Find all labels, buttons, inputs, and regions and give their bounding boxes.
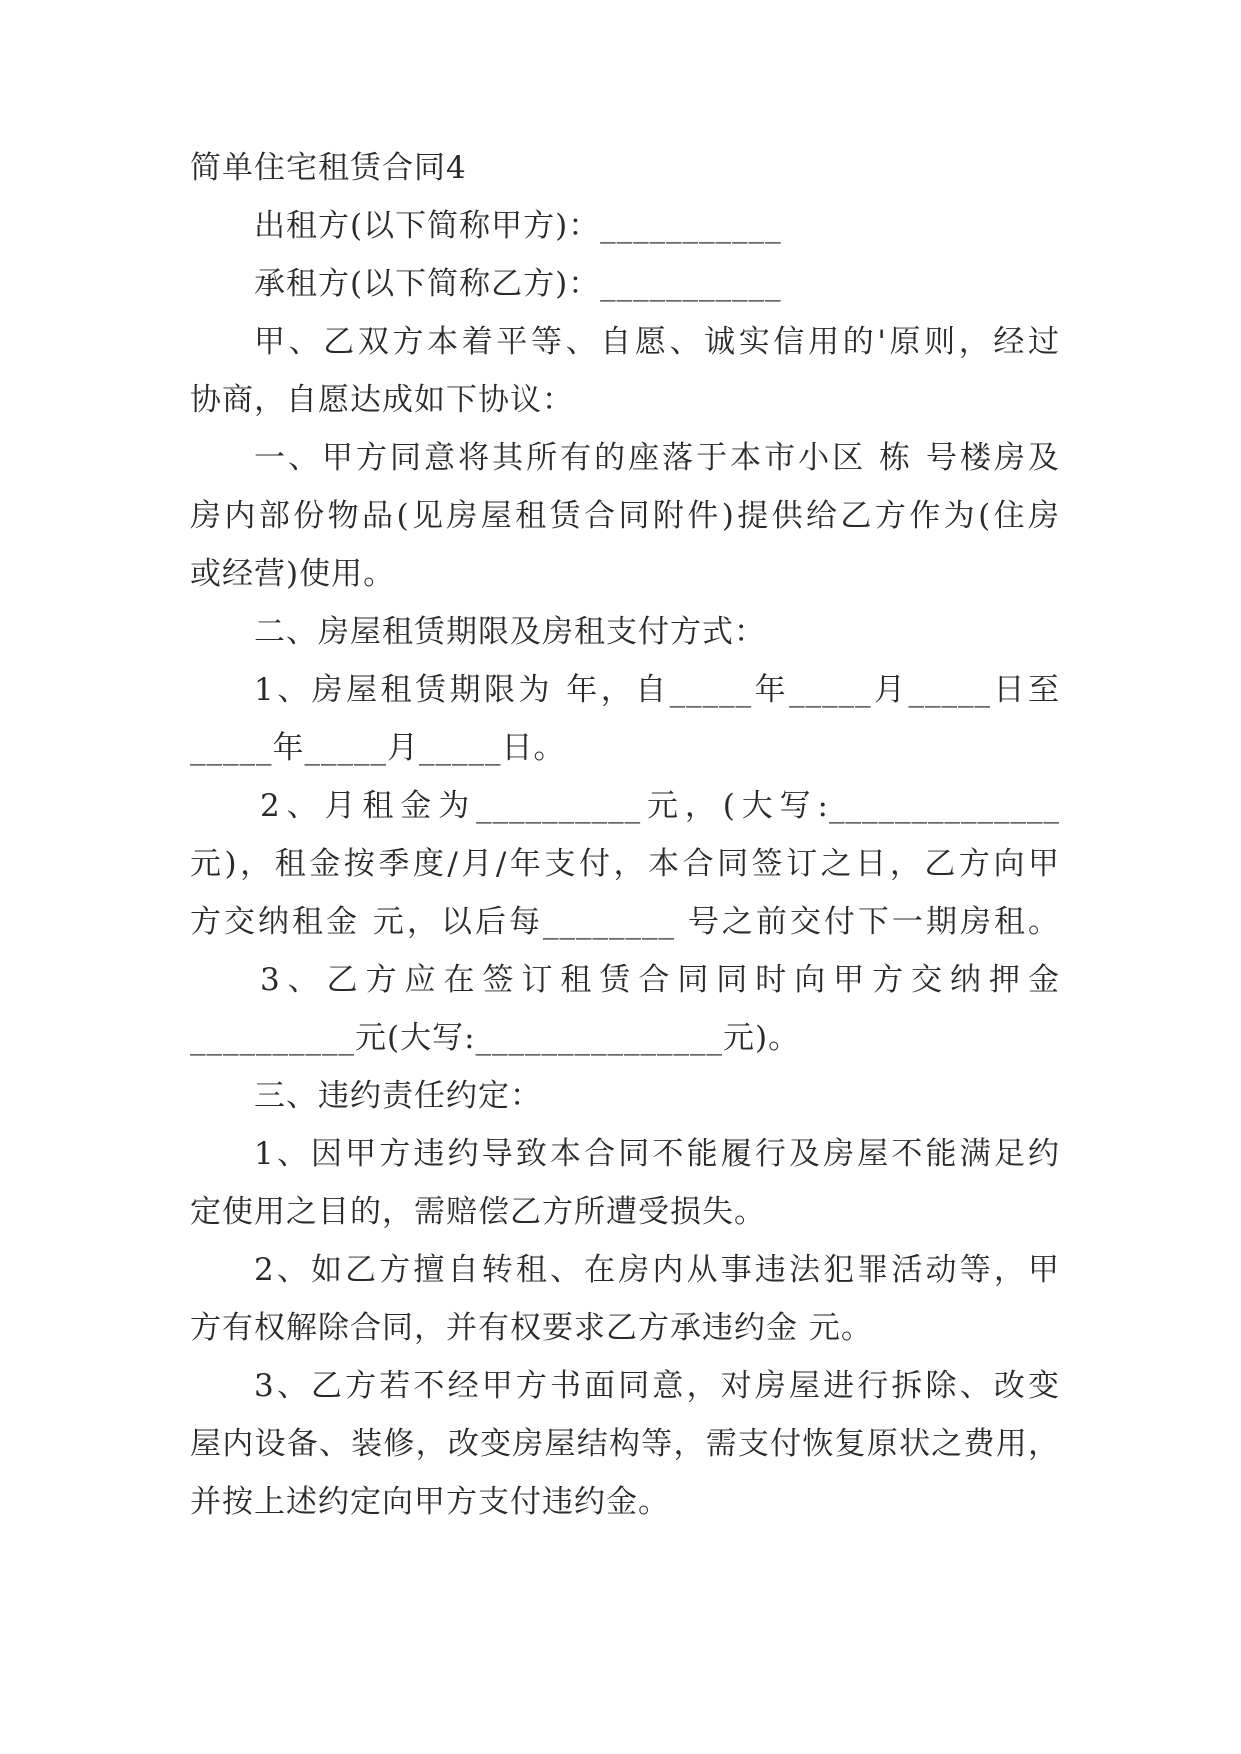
paragraph-line: 3、乙方应在签订租赁合同同时向甲方交纳押金 bbox=[260, 962, 1060, 998]
paragraph-line: 并按上述约定向甲方支付违约金。 bbox=[190, 1484, 670, 1520]
paragraph-line: 元)，租金按季度/月/年支付，本合同签订之日，乙方向甲 bbox=[190, 846, 1060, 882]
paragraph-line: 2、如乙方擅自转租、在房内从事违法犯罪活动等，甲 bbox=[254, 1252, 1060, 1288]
paragraph-line: 屋内设备、装修，改变房屋结构等，需支付恢复原状之费用， bbox=[190, 1426, 1060, 1462]
paragraph-line: 3、乙方若不经甲方书面同意，对房屋进行拆除、改变 bbox=[254, 1368, 1060, 1404]
paragraph-line: 协商，自愿达成如下协议： bbox=[190, 382, 574, 418]
lessee-line: 承租方(以下简称乙方)：___________ bbox=[254, 266, 782, 302]
paragraph-line: __________元(大写:_______________元)。 bbox=[190, 1020, 801, 1056]
document-title: 简单住宅租赁合同4 bbox=[190, 150, 467, 186]
paragraph-line: 1、因甲方违约导致本合同不能履行及房屋不能满足约 bbox=[254, 1136, 1060, 1172]
paragraph-line: 方交纳租金 元，以后每________ 号之前交付下一期房租。 bbox=[190, 904, 1060, 940]
section-heading: 三、违约责任约定： bbox=[254, 1078, 542, 1114]
paragraph-line: _____年_____月_____日。 bbox=[190, 730, 566, 766]
paragraph-line: 1、房屋租赁期限为 年，自_____年_____月_____日至 bbox=[254, 672, 1060, 708]
paragraph-line: 定使用之目的，需赔偿乙方所遭受损失。 bbox=[190, 1194, 766, 1230]
paragraph-line: 或经营)使用。 bbox=[190, 556, 396, 592]
paragraph-line: 房内部份物品(见房屋租赁合同附件)提供给乙方作为(住房 bbox=[190, 498, 1060, 534]
section-heading: 二、房屋租赁期限及房租支付方式： bbox=[254, 614, 766, 650]
paragraph-line: 甲、乙双方本着平等、自愿、诚实信用的'原则，经过 bbox=[254, 324, 1060, 360]
paragraph-line: 一、甲方同意将其所有的座落于本市小区 栋 号楼房及 bbox=[254, 440, 1060, 476]
paragraph-line: 方有权解除合同，并有权要求乙方承违约金 元。 bbox=[190, 1310, 873, 1346]
paragraph-line: 2、月租金为__________元，(大写:______________ bbox=[260, 788, 1060, 824]
lessor-line: 出租方(以下简称甲方)：___________ bbox=[254, 208, 782, 244]
